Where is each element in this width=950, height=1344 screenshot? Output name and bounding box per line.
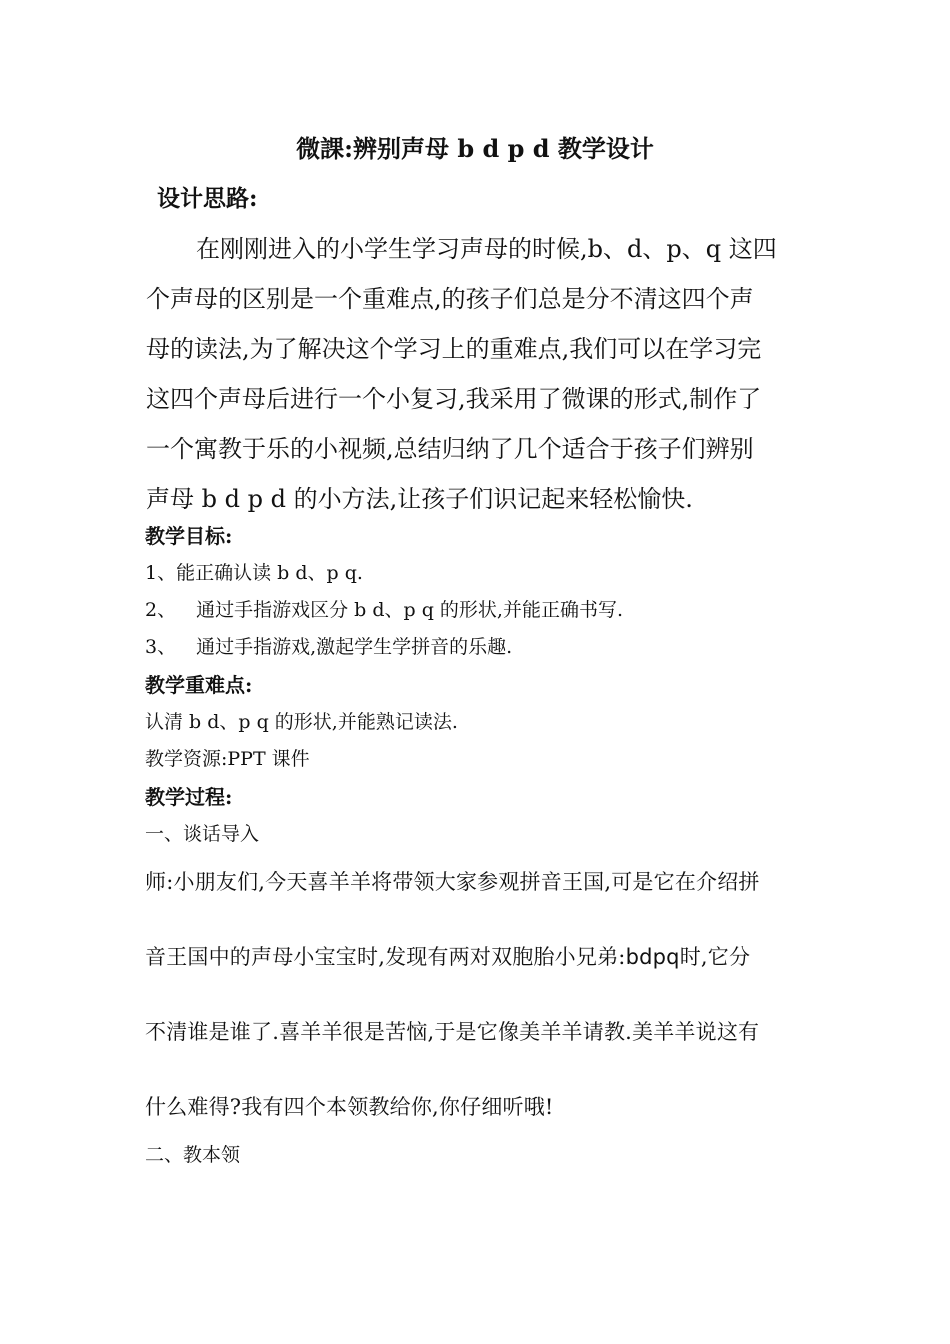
design-line: 声母 b d p d 的小方法,让孩子们识记起来轻松愉快. xyxy=(146,485,693,513)
design-line: 这四个声母后进行一个小复习,我采用了微课的形式,制作了 xyxy=(146,385,762,413)
goal-number: 1、 xyxy=(145,562,177,584)
goal-text: 能正确认读 b d、p q. xyxy=(176,562,363,584)
story-latin-letters: bdpq xyxy=(625,945,680,969)
story-line: 师:小朋友们,今天喜羊羊将带领大家参观拼音王国,可是它在介绍拼 xyxy=(145,870,760,894)
step-two-title: 二、教本领 xyxy=(145,1144,241,1166)
goal-item xyxy=(145,595,623,625)
goal-text: 通过手指游戏,激起学生学拼音的乐趣. xyxy=(196,636,513,658)
goal-text: 通过手指游戏区分 b d、p q 的形状,并能正确书写. xyxy=(196,599,623,621)
design-line: 一个寓教于乐的小视频,总结归纳了几个适合于孩子们辨别 xyxy=(146,435,754,463)
story-line: 不清谁是谁了.喜羊羊很是苦恼,于是它像美羊羊请教.美羊羊说这有 xyxy=(145,1020,760,1044)
goal-item xyxy=(145,558,363,588)
resources-text: 教学资源:PPT 课件 xyxy=(145,748,310,770)
story-line xyxy=(145,941,750,973)
story-text: 时,它分 xyxy=(679,945,751,969)
design-line: 个声母的区别是一个重难点,的孩子们总是分不清这四个声 xyxy=(146,285,754,313)
design-line: 在刚刚进入的小学生学习声母的时候,b、d、p、q 这四 xyxy=(196,235,777,263)
design-heading: 设计思路: xyxy=(157,185,258,212)
goal-number: 3、 xyxy=(145,636,177,658)
step-one-title: 一、谈话导入 xyxy=(145,823,260,845)
story-text: 音王国中的声母小宝宝时,发现有两对双胞胎小兄弟: xyxy=(145,945,626,969)
document-title: 微課:辨别声母 b d p d 教学设计 xyxy=(296,134,654,163)
process-heading: 教学过程: xyxy=(145,785,233,809)
design-line: 母的读法,为了解决这个学习上的重难点,我们可以在学习完 xyxy=(146,335,762,363)
goal-item xyxy=(145,632,512,662)
goal-number: 2、 xyxy=(145,599,177,621)
key-points-heading: 教学重难点: xyxy=(145,673,253,697)
goals-heading: 教学目标: xyxy=(145,524,233,548)
story-line: 什么难得?我有四个本领教给你,你仔细听哦! xyxy=(145,1095,554,1119)
key-points-text: 认清 b d、p q 的形状,并能熟记读法. xyxy=(145,711,458,733)
